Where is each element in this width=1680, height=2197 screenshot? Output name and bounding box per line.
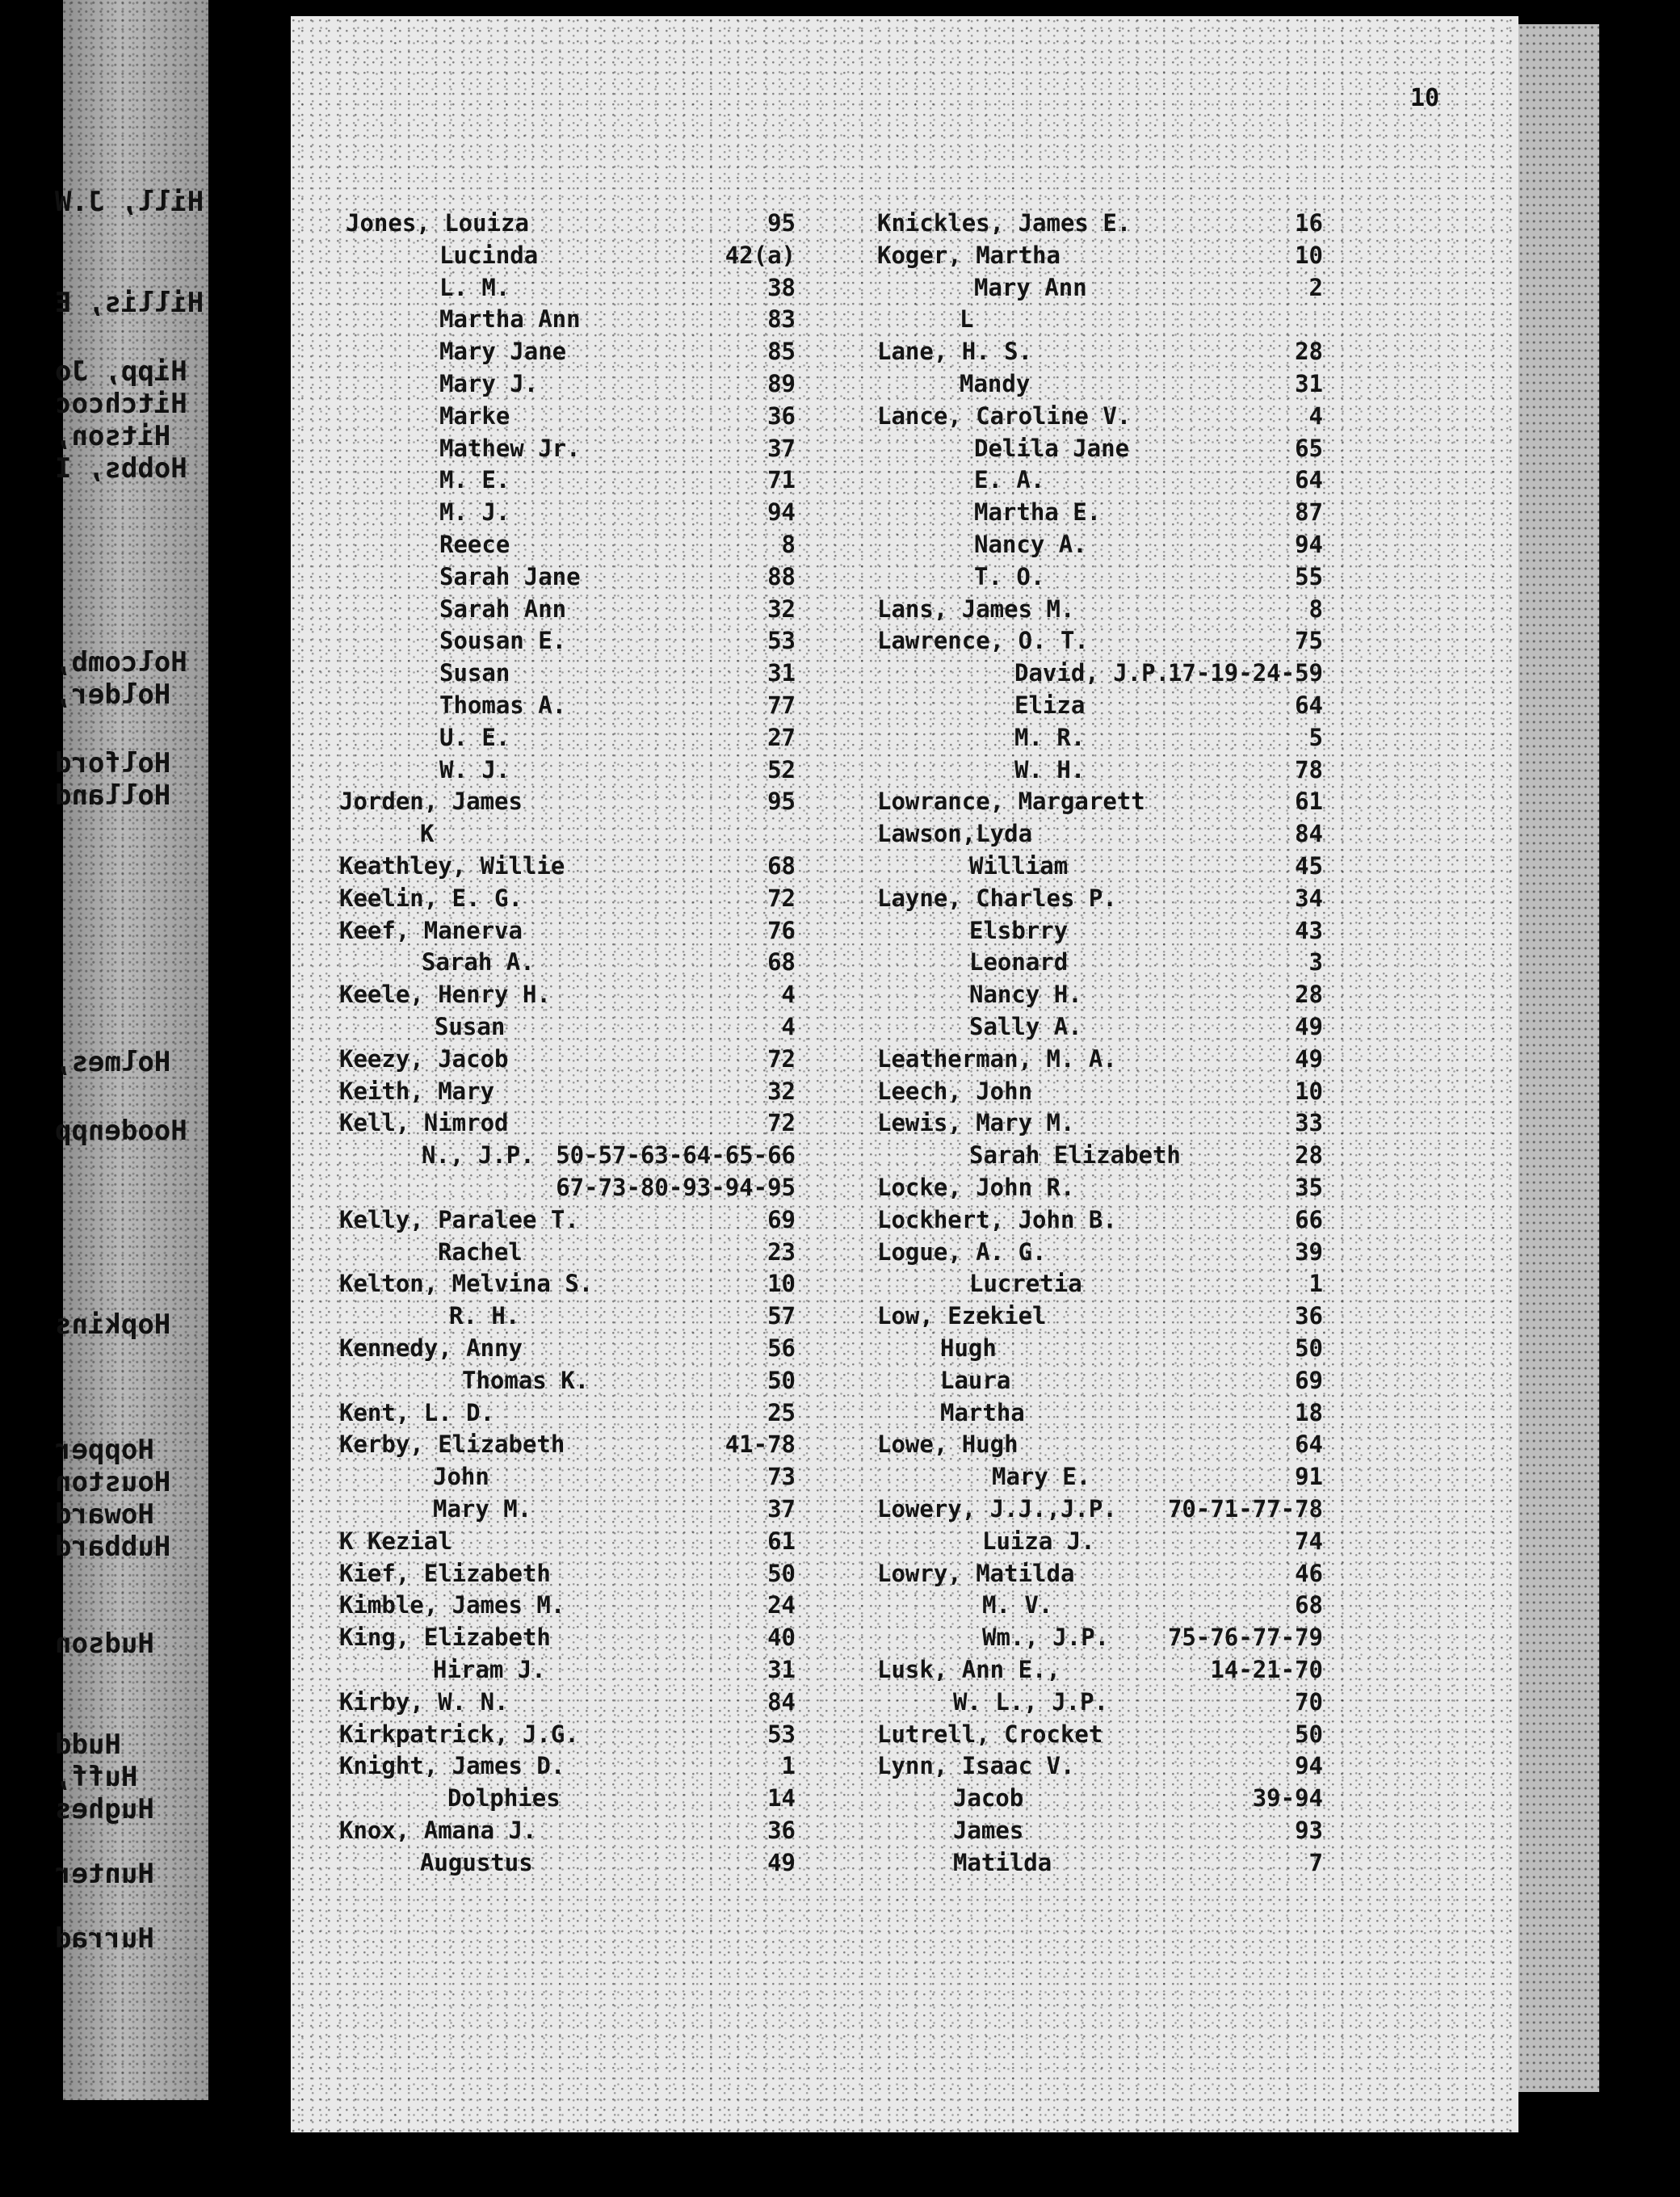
left-entry-name: Mary J. — [439, 370, 539, 397]
left-entry-name: Susan — [435, 1013, 506, 1040]
right-entry-page: 17-19-24-59 — [1167, 659, 1323, 687]
right-entry-name: M. V. — [982, 1591, 1053, 1619]
right-entry-name: Elsbrry — [969, 916, 1069, 944]
left-entry-name: Kimble, James M. — [339, 1591, 565, 1619]
right-entry-name: Matilda — [953, 1848, 1052, 1876]
right-entry-page: 10 — [1295, 1077, 1323, 1105]
left-entry-page: 72 — [767, 1109, 796, 1137]
left-entry-page: 32 — [767, 1077, 796, 1105]
left-entry-page: 84 — [767, 1687, 796, 1716]
left-entry-name: R. H. — [449, 1302, 520, 1330]
left-entry-page: 32 — [767, 594, 796, 623]
right-entry-name: Jacob — [953, 1784, 1024, 1813]
right-entry-page: 5 — [1308, 723, 1323, 751]
right-entry-page: 94 — [1295, 531, 1323, 558]
left-entry-name: Reece — [439, 531, 510, 558]
right-entry-page: 75 — [1295, 627, 1323, 655]
left-entry-name: Kennedy, Anny — [339, 1334, 523, 1362]
left-entry-name: L. M. — [439, 273, 510, 301]
right-entry-name: Lucretia — [969, 1270, 1082, 1298]
left-entry-name: Thomas A. — [439, 691, 567, 719]
left-entry-name: Rachel — [438, 1237, 523, 1266]
right-entry-page: 49 — [1295, 1013, 1323, 1040]
right-entry-page: 35 — [1295, 1174, 1323, 1201]
right-entry-name: Knickles, James E. — [877, 209, 1132, 237]
left-entry-name: Keef, Manerva — [339, 916, 523, 944]
right-entry-name: Lans, James M. — [877, 594, 1075, 623]
left-entry-page: 95 — [767, 209, 796, 237]
right-entry-name: Lane, H. S. — [877, 338, 1033, 366]
right-entry-name: Leech, John — [877, 1077, 1033, 1105]
right-entry-page: 91 — [1295, 1463, 1323, 1491]
margin-fragment: Hunter — [55, 1858, 154, 1890]
page-edge — [1518, 24, 1599, 2092]
right-entry-page: 64 — [1295, 691, 1323, 719]
right-entry-page: 68 — [1295, 1591, 1323, 1619]
right-entry-name: Lynn, Isaac V. — [877, 1752, 1075, 1780]
right-entry-name: Martha — [940, 1398, 1025, 1426]
right-entry-page: 70 — [1295, 1687, 1323, 1716]
right-entry-page: 28 — [1295, 1141, 1323, 1170]
left-entry-page: 40 — [767, 1624, 796, 1652]
left-entry-name: Kerby, Elizabeth — [339, 1430, 565, 1459]
right-entry-name: Locke, John R. — [877, 1174, 1075, 1201]
right-entry-name: Eliza — [1014, 691, 1086, 719]
left-entry-page: 76 — [767, 916, 796, 944]
right-entry-page: 70-71-77-78 — [1167, 1495, 1323, 1523]
left-entry-name: Sarah Jane — [439, 562, 581, 590]
right-entry-name: Nancy A. — [974, 531, 1087, 558]
right-entry-page: 33 — [1295, 1109, 1323, 1137]
right-entry-name: Martha E. — [974, 498, 1102, 527]
left-entry-page: 88 — [767, 562, 796, 590]
right-entry-name: Lowry, Matilda — [877, 1559, 1075, 1587]
right-entry-name: Layne, Charles P. — [877, 884, 1117, 912]
right-entry-name: James — [953, 1817, 1024, 1844]
right-entry-name: Lawrence, O. T. — [877, 627, 1089, 655]
right-entry-name: Logue, A. G. — [877, 1237, 1047, 1266]
left-entry-name: Mathew Jr. — [439, 434, 581, 462]
left-entry-name: Keathley, Willie — [339, 852, 565, 880]
left-entry-name: M. J. — [439, 498, 510, 527]
left-entry-name: Knox, Amana J. — [339, 1817, 537, 1844]
right-entry-page: 64 — [1295, 466, 1323, 494]
margin-fragment: Hudd — [55, 1729, 121, 1761]
left-entry-page: 1 — [781, 1752, 796, 1780]
left-entry-name: M. E. — [439, 466, 510, 494]
margin-fragment: Hoodenpp — [55, 1115, 187, 1147]
margin-fragment: Holcomb, — [55, 646, 187, 678]
margin-fragment: Holland — [55, 779, 171, 812]
left-entry-page: 8 — [781, 531, 796, 558]
right-entry-name: William — [969, 852, 1069, 880]
left-entry-page: 31 — [767, 1656, 796, 1683]
left-entry-page: 68 — [767, 948, 796, 977]
left-entry-name: Knight, James D. — [339, 1752, 565, 1780]
margin-fragment: Hurrad — [55, 1922, 154, 1955]
right-entry-page: 93 — [1295, 1817, 1323, 1844]
right-entry-name: Delila Jane — [974, 434, 1130, 462]
right-entry-name: Leatherman, M. A. — [877, 1044, 1117, 1073]
left-entry-page: 4 — [781, 981, 796, 1009]
left-entry-page: 41-78 — [724, 1430, 796, 1459]
left-entry-page: 42(a) — [724, 241, 796, 269]
right-entry-name: Mary Ann — [974, 273, 1087, 301]
left-entry-page: 37 — [767, 434, 796, 462]
right-entry-name: Lowery, J.J.,J.P. — [877, 1495, 1117, 1523]
left-entry-page: 72 — [767, 1044, 796, 1073]
right-entry-page: 61 — [1295, 788, 1323, 816]
right-entry-page: 43 — [1295, 916, 1323, 944]
right-entry-page: 14-21-70 — [1210, 1656, 1323, 1683]
left-entry-name: Keelin, E. G. — [339, 884, 523, 912]
right-entry-name: Hugh — [940, 1334, 997, 1362]
right-entry-name: Wm., J.P. — [982, 1624, 1110, 1652]
left-entry-name: Sousan E. — [439, 627, 567, 655]
right-entry-page: 28 — [1295, 981, 1323, 1009]
margin-fragment: Holford — [55, 747, 171, 779]
right-entry-name: Leonard — [969, 948, 1069, 977]
right-entry-name: Lowe, Hugh — [877, 1430, 1018, 1459]
page-number: 10 — [1410, 84, 1440, 112]
left-entry-name: Jorden, James — [339, 788, 523, 816]
left-entry-name: Mary Jane — [439, 338, 567, 366]
right-entry-page: 69 — [1295, 1366, 1323, 1394]
right-entry-page: 18 — [1295, 1398, 1323, 1426]
left-entry-page: 14 — [767, 1784, 796, 1813]
right-entry-page: 64 — [1295, 1430, 1323, 1459]
right-entry-name: Lutrell, Crocket — [877, 1720, 1103, 1748]
right-entry-page: 55 — [1295, 562, 1323, 590]
left-entry-name: Kent, L. D. — [339, 1398, 495, 1426]
left-entry-page: 89 — [767, 370, 796, 397]
left-entry-page: 83 — [767, 305, 796, 334]
left-entry-page: 67-73-80-93-94-95 — [556, 1174, 796, 1201]
right-entry-name: Mandy — [960, 370, 1031, 397]
right-entry-page: 50 — [1295, 1334, 1323, 1362]
left-entry-name: Martha Ann — [439, 305, 581, 334]
right-entry-name: Lusk, Ann E., — [877, 1656, 1060, 1683]
left-entry-page: 71 — [767, 466, 796, 494]
left-entry-name: Marke — [439, 401, 510, 430]
left-entry-page: 95 — [767, 788, 796, 816]
left-entry-name: King, Elizabeth — [339, 1624, 551, 1652]
left-entry-page: 49 — [767, 1848, 796, 1876]
margin-fragment: Hillis, E — [55, 287, 204, 319]
right-entry-name: Lawson,Lyda — [877, 820, 1033, 848]
left-entry-name: Keezy, Jacob — [339, 1044, 509, 1073]
right-entry-page: 7 — [1308, 1848, 1323, 1876]
margin-fragment: Howard — [55, 1498, 154, 1531]
left-entry-page: 56 — [767, 1334, 796, 1362]
right-entry-page: 16 — [1295, 209, 1323, 237]
margin-fragment: Hobbs, I — [55, 452, 187, 485]
left-entry-name: Kell, Nimrod — [339, 1109, 509, 1137]
right-entry-page: 49 — [1295, 1044, 1323, 1073]
right-entry-name: Lance, Caroline V. — [877, 401, 1132, 430]
right-entry-page: 36 — [1295, 1302, 1323, 1330]
margin-fragment: Hitson, — [55, 420, 171, 452]
right-entry-name: Lowrance, Margarett — [877, 788, 1145, 816]
left-entry-name: Susan — [439, 659, 510, 687]
left-entry-name: Augustus — [420, 1848, 533, 1876]
left-entry-page: 73 — [767, 1463, 796, 1491]
margin-fragment: Hipp, Jo — [55, 355, 187, 388]
margin-fragment: Hitchcoc — [55, 388, 187, 420]
right-entry-page: 50 — [1295, 1720, 1323, 1748]
margin-fragment: Huff, — [55, 1761, 138, 1793]
right-entry-name: Laura — [940, 1366, 1011, 1394]
left-entry-page: 52 — [767, 755, 796, 783]
index-page — [291, 16, 1518, 2132]
right-entry-page: 39-94 — [1252, 1784, 1323, 1813]
left-entry-name: Kirkpatrick, J.G. — [339, 1720, 579, 1748]
right-entry-page: 45 — [1295, 852, 1323, 880]
right-entry-name: E. A. — [974, 466, 1045, 494]
left-entry-name: K — [420, 820, 435, 848]
right-entry-page: 2 — [1308, 273, 1323, 301]
left-entry-name: K Kezial — [339, 1527, 452, 1555]
left-entry-name: Sarah A. — [422, 948, 535, 977]
left-entry-page: 38 — [767, 273, 796, 301]
left-entry-page: 37 — [767, 1495, 796, 1523]
right-entry-name: M. R. — [1014, 723, 1086, 751]
margin-fragment: Houston — [55, 1466, 171, 1498]
right-entry-page: 65 — [1295, 434, 1323, 462]
left-entry-name: Sarah Ann — [439, 594, 567, 623]
left-entry-name: Thomas K. — [462, 1366, 590, 1394]
left-entry-name: Keele, Henry H. — [339, 981, 551, 1009]
left-entry-name: Kief, Elizabeth — [339, 1559, 551, 1587]
right-entry-name: David, J.P. — [1014, 659, 1170, 687]
right-entry-name: Low, Ezekiel — [877, 1302, 1047, 1330]
left-entry-page: 61 — [767, 1527, 796, 1555]
left-entry-name: Keith, Mary — [339, 1077, 495, 1105]
right-entry-name: W. H. — [1014, 755, 1086, 783]
left-entry-page: 36 — [767, 401, 796, 430]
margin-fragment: Holder, — [55, 678, 171, 711]
right-entry-page: 87 — [1295, 498, 1323, 527]
right-entry-page: 1 — [1308, 1270, 1323, 1298]
left-entry-page: 50 — [767, 1559, 796, 1587]
left-entry-name: Mary M. — [433, 1495, 532, 1523]
right-entry-page: 78 — [1295, 755, 1323, 783]
right-entry-page: 8 — [1308, 594, 1323, 623]
left-entry-name: Dolphies — [447, 1784, 561, 1813]
margin-fragment: Hubbard — [55, 1531, 171, 1563]
margin-fragment: Hopper — [55, 1434, 154, 1466]
left-entry-name: Kirby, W. N. — [339, 1687, 509, 1716]
left-entry-name: N., J.P. — [422, 1141, 535, 1170]
margin-fragment: Holmes, — [55, 1046, 171, 1078]
left-entry-page: 4 — [781, 1013, 796, 1040]
right-entry-name: Koger, Martha — [877, 241, 1060, 269]
right-entry-name: Sally A. — [969, 1013, 1082, 1040]
margin-fragment: Hudson — [55, 1628, 154, 1660]
left-entry-name: W. J. — [439, 755, 510, 783]
right-entry-page: 34 — [1295, 884, 1323, 912]
left-entry-page: 57 — [767, 1302, 796, 1330]
left-entry-page: 10 — [767, 1270, 796, 1298]
left-entry-page: 23 — [767, 1237, 796, 1266]
right-entry-name: W. L., J.P. — [953, 1687, 1109, 1716]
left-entry-page: 77 — [767, 691, 796, 719]
left-entry-page: 27 — [767, 723, 796, 751]
left-entry-name: U. E. — [439, 723, 510, 751]
left-entry-name: Jones, Louiza — [346, 209, 529, 237]
left-entry-name: Lucinda — [439, 241, 539, 269]
left-entry-page: 25 — [767, 1398, 796, 1426]
right-entry-page: 84 — [1295, 820, 1323, 848]
left-entry-name: John — [433, 1463, 489, 1491]
right-entry-page: 4 — [1308, 401, 1323, 430]
margin-fragment: Hill, J.W — [55, 186, 204, 218]
right-entry-page: 46 — [1295, 1559, 1323, 1587]
right-entry-name: Lockhert, John B. — [877, 1205, 1117, 1233]
right-entry-page: 66 — [1295, 1205, 1323, 1233]
right-entry-page: 94 — [1295, 1752, 1323, 1780]
right-entry-page: 74 — [1295, 1527, 1323, 1555]
left-entry-page: 72 — [767, 884, 796, 912]
left-entry-page: 50-57-63-64-65-66 — [556, 1141, 796, 1170]
binding-gutter — [208, 0, 291, 2197]
left-entry-page: 69 — [767, 1205, 796, 1233]
left-entry-page: 50 — [767, 1366, 796, 1394]
left-entry-page: 53 — [767, 1720, 796, 1748]
margin-fragment: Hughes — [55, 1793, 154, 1825]
right-entry-page: 75-76-77-79 — [1167, 1624, 1323, 1652]
margin-fragment: Hopkins — [55, 1309, 171, 1341]
left-entry-page: 31 — [767, 659, 796, 687]
left-entry-page: 53 — [767, 627, 796, 655]
right-entry-name: Mary E. — [992, 1463, 1091, 1491]
right-entry-page: 39 — [1295, 1237, 1323, 1266]
left-entry-page: 94 — [767, 498, 796, 527]
left-entry-name: Kelton, Melvina S. — [339, 1270, 594, 1298]
left-entry-page: 24 — [767, 1591, 796, 1619]
left-entry-name: Kelly, Paralee T. — [339, 1205, 579, 1233]
left-entry-page: 36 — [767, 1817, 796, 1844]
left-entry-page: 68 — [767, 852, 796, 880]
right-entry-name: T. O. — [974, 562, 1045, 590]
right-entry-name: Nancy H. — [969, 981, 1082, 1009]
right-entry-name: L — [960, 305, 974, 334]
right-entry-name: Lewis, Mary M. — [877, 1109, 1075, 1137]
adjacent-page-strip — [55, 0, 208, 2100]
right-entry-page: 10 — [1295, 241, 1323, 269]
right-entry-name: Luiza J. — [982, 1527, 1095, 1555]
right-entry-page: 31 — [1295, 370, 1323, 397]
right-entry-page: 3 — [1308, 948, 1323, 977]
right-entry-name: Sarah Elizabeth — [969, 1141, 1181, 1170]
left-entry-page: 85 — [767, 338, 796, 366]
left-entry-name: Hiram J. — [433, 1656, 546, 1683]
right-entry-page: 28 — [1295, 338, 1323, 366]
